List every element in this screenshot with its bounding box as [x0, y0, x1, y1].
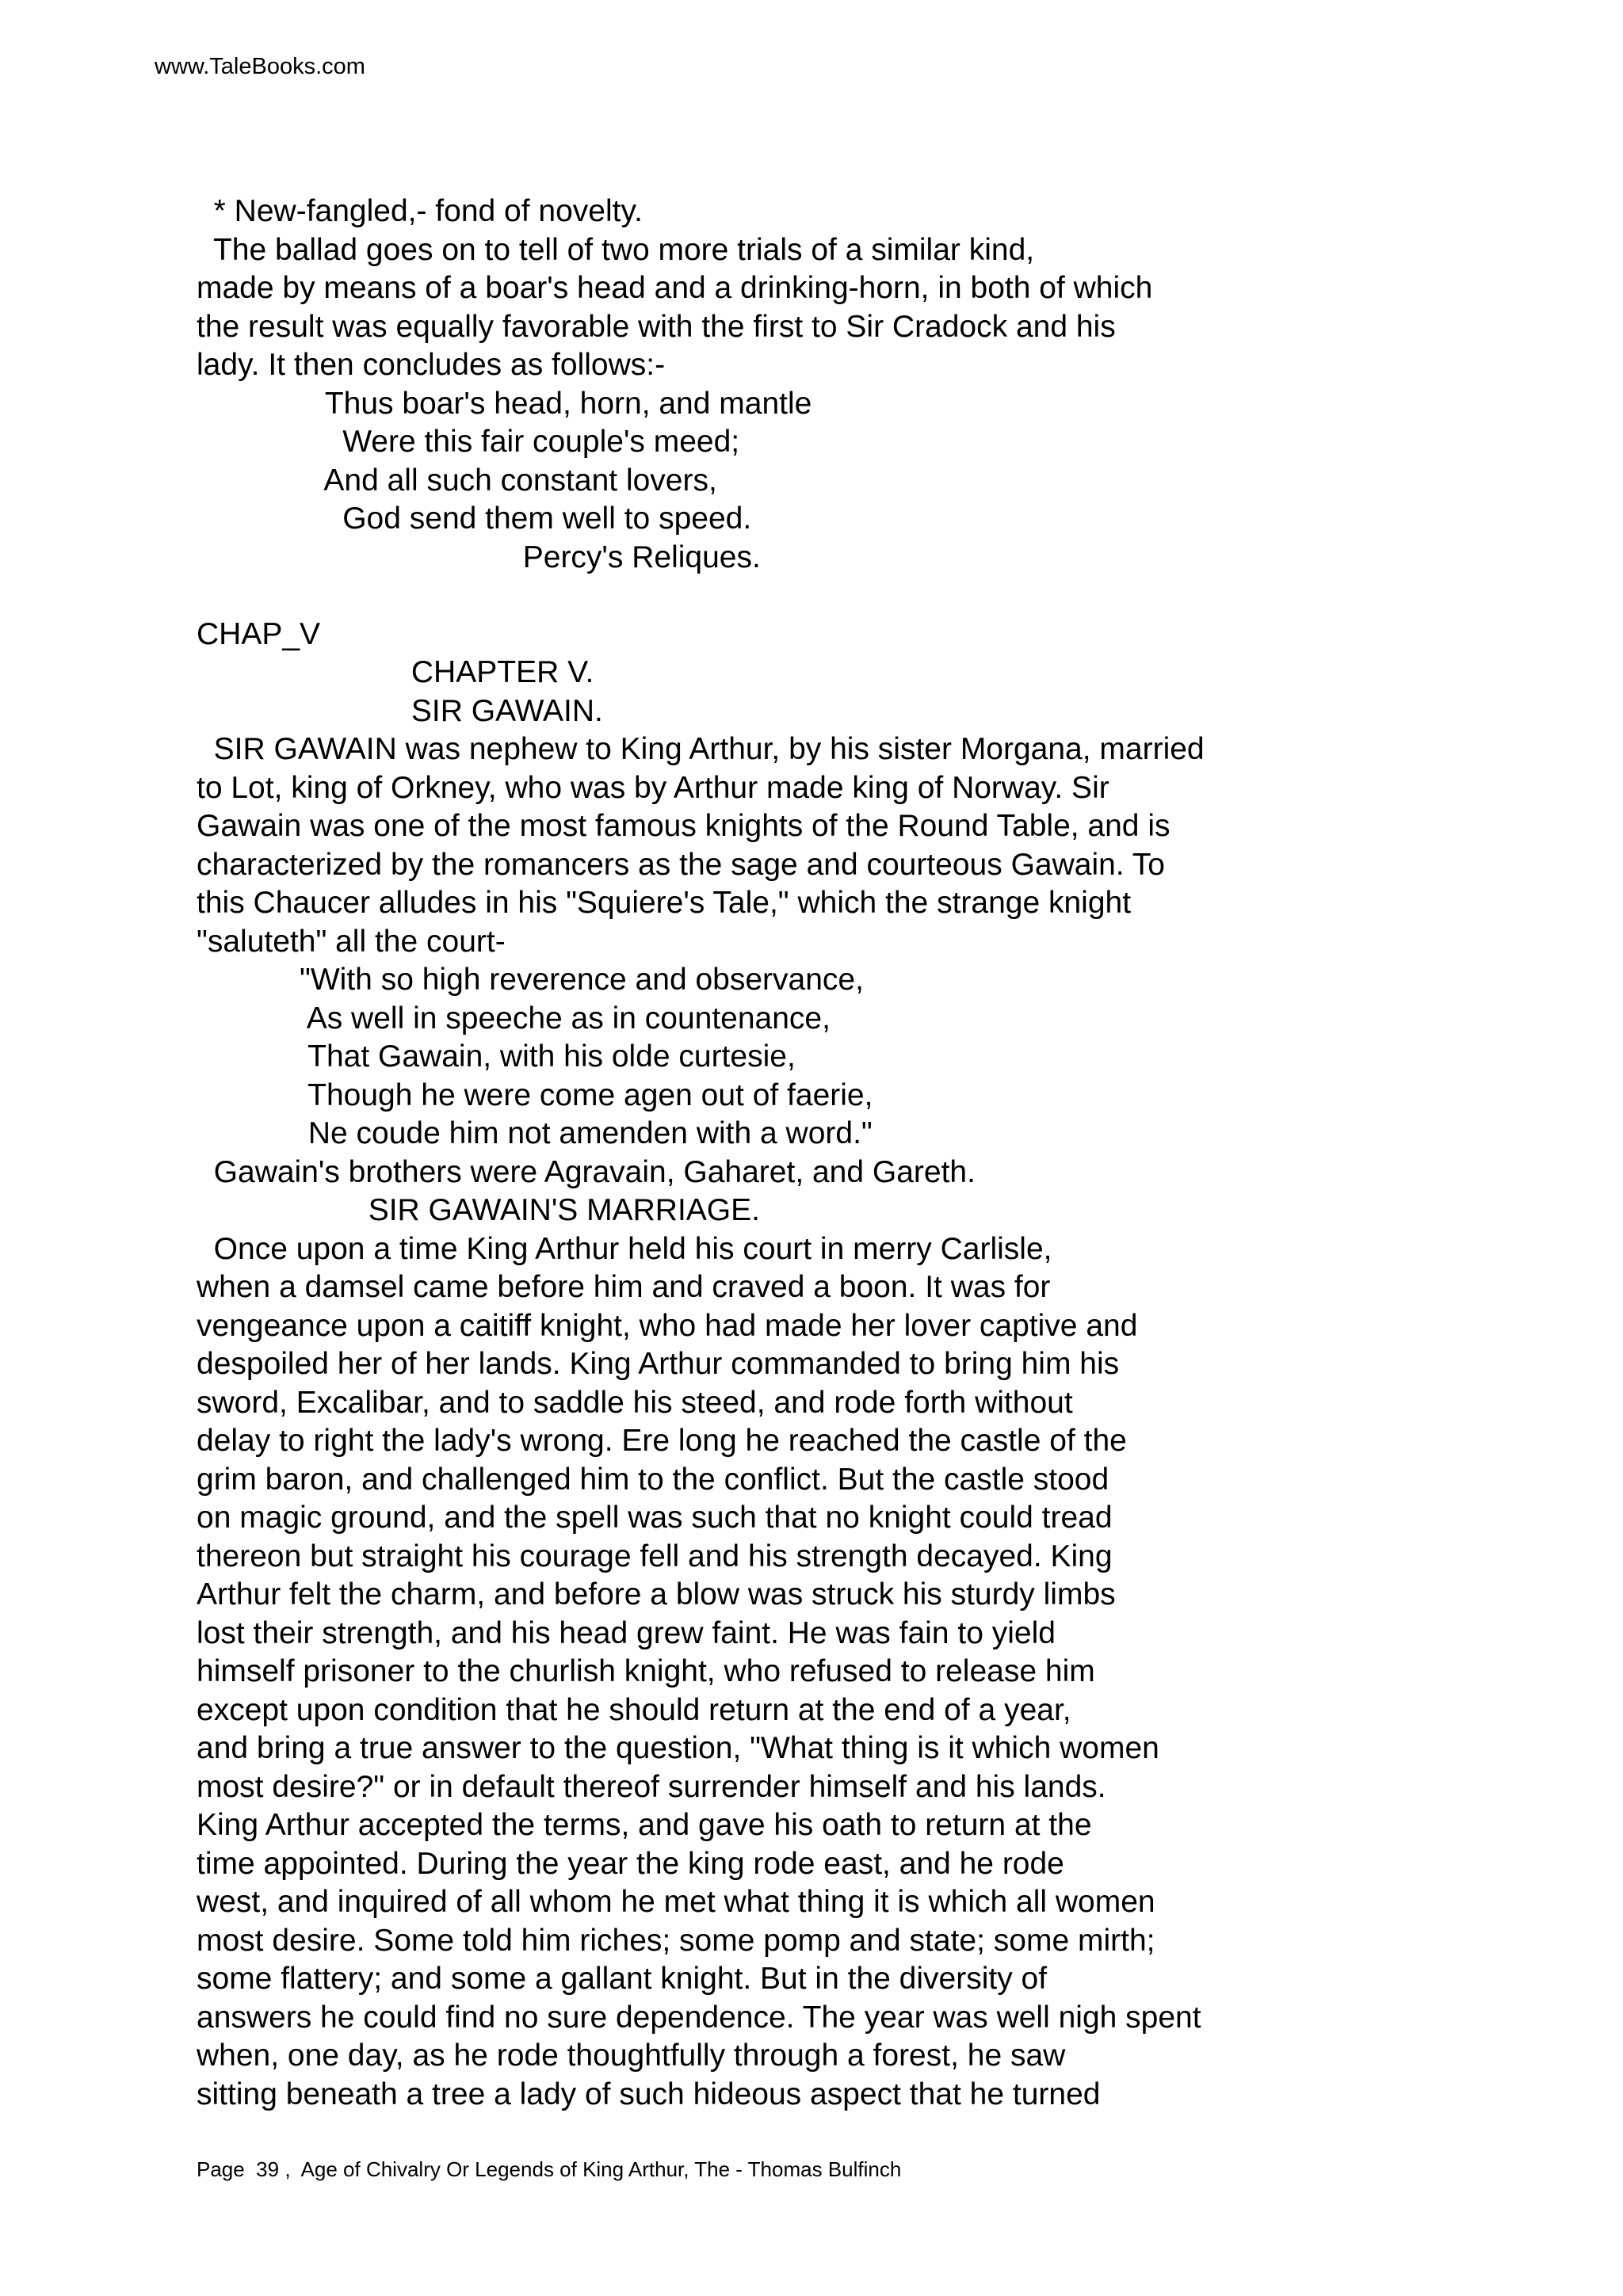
text-line: vengeance upon a caitiff knight, who had made her lover captive and: [197, 1308, 1138, 1343]
verse-line: Though he were come agen out of faerie,: [197, 1077, 873, 1112]
text-line: Gawain's brothers were Agravain, Gaharet, and Gareth.: [197, 1154, 976, 1189]
text-line: Gawain was one of the most famous knights of the Round Table, and is: [197, 809, 1170, 843]
text-line: this Chaucer alludes in his "Squiere's Tale," which the strange knight: [197, 886, 1132, 920]
verse-attribution: Percy's Reliques.: [197, 540, 761, 574]
text-line: himself prisoner to the churlish knight, who refused to release him: [197, 1654, 1095, 1688]
verse-line: As well in speeche as in countenance,: [197, 1001, 831, 1035]
text-line: most desire?" or in default thereof surrender himself and his lands.: [197, 1769, 1106, 1804]
text-line: the result was equally favorable with the first to Sir Cradock and his: [197, 309, 1116, 344]
text-line: despoiled her of her lands. King Arthur commanded to bring him his: [197, 1347, 1120, 1381]
chapter-anchor: CHAP_V: [197, 616, 321, 651]
section-heading: SIR GAWAIN'S MARRIAGE.: [197, 1193, 760, 1227]
text-line: time appointed. During the year the king rode east, and he rode: [197, 1846, 1064, 1881]
text-line: sitting beneath a tree a lady of such hideous aspect that he turned: [197, 2077, 1101, 2111]
text-line: sword, Excalibar, and to saddle his steed, and rode forth without: [197, 1385, 1073, 1420]
text-line: and bring a true answer to the question, "What thing is it which women: [197, 1731, 1159, 1765]
text-line: grim baron, and challenged him to the conflict. But the castle stood: [197, 1462, 1109, 1497]
text-line: when, one day, as he rode thoughtfully through a forest, he saw: [197, 2039, 1066, 2073]
text-line: lady. It then concludes as follows:-: [197, 348, 666, 382]
text-line: some flattery; and some a gallant knight. But in the diversity of: [197, 1962, 1048, 1996]
text-line: lost their strength, and his head grew faint. He was fain to yield: [197, 1615, 1056, 1650]
verse-line: God send them well to speed.: [197, 502, 752, 536]
text-line: The ballad goes on to tell of two more trials of a similar kind,: [197, 232, 1035, 267]
text-line: to Lot, king of Orkney, who was by Arthur made king of Norway. Sir: [197, 770, 1109, 805]
text-line: SIR GAWAIN was nephew to King Arthur, by his sister Morgana, married: [197, 732, 1205, 766]
text-line: * New-fangled,- fond of novelty.: [197, 194, 643, 228]
chapter-title: SIR GAWAIN.: [197, 693, 603, 728]
text-line: west, and inquired of all whom he met what thing it is which all women: [197, 1885, 1155, 1919]
page-footer: Page 39 , Age of Chivalry Or Legends of King Arthur, The - Thomas Bulfinch: [197, 2157, 902, 2181]
text-line: Once upon a time King Arthur held his court in merry Carlisle,: [197, 1231, 1052, 1266]
text-line: King Arthur accepted the terms, and gave his oath to return at the: [197, 1808, 1092, 1842]
verse-line: That Gawain, with his olde curtesie,: [197, 1039, 796, 1074]
text-line: "saluteth" all the court-: [197, 924, 506, 959]
text-line: when a damsel came before him and craved a boon. It was for: [197, 1270, 1051, 1304]
text-line: most desire. Some told him riches; some pomp and state; some mirth;: [197, 1923, 1155, 1958]
text-line: except upon condition that he should return at the end of a year,: [197, 1692, 1071, 1727]
text-line: made by means of a boar's head and a drinking-horn, in both of which: [197, 271, 1153, 305]
text-line: on magic ground, and the spell was such that no knight could tread: [197, 1501, 1113, 1535]
page-body: [197, 193, 1544, 2114]
verse-line: "With so high reverence and observance,: [197, 963, 864, 997]
verse-line: Were this fair couple's meed;: [197, 425, 740, 459]
blank-line: [197, 577, 1544, 616]
text-line: characterized by the romancers as the sage and courteous Gawain. To: [197, 847, 1165, 882]
text-line: thereon but straight his courage fell and his strength decayed. King: [197, 1539, 1113, 1573]
site-header: www.TaleBooks.com: [155, 54, 365, 79]
verse-line: Thus boar's head, horn, and mantle: [197, 386, 812, 421]
chapter-heading: CHAPTER V.: [197, 655, 594, 689]
verse-line: And all such constant lovers,: [197, 463, 717, 498]
text-line: answers he could find no sure dependence. The year was well nigh spent: [197, 2000, 1201, 2035]
text-line: delay to right the lady's wrong. Ere long he reached the castle of the: [197, 1424, 1127, 1458]
text-line: Arthur felt the charm, and before a blow was struck his sturdy limbs: [197, 1577, 1116, 1611]
verse-line: Ne coude him not amenden with a word.": [197, 1116, 873, 1150]
